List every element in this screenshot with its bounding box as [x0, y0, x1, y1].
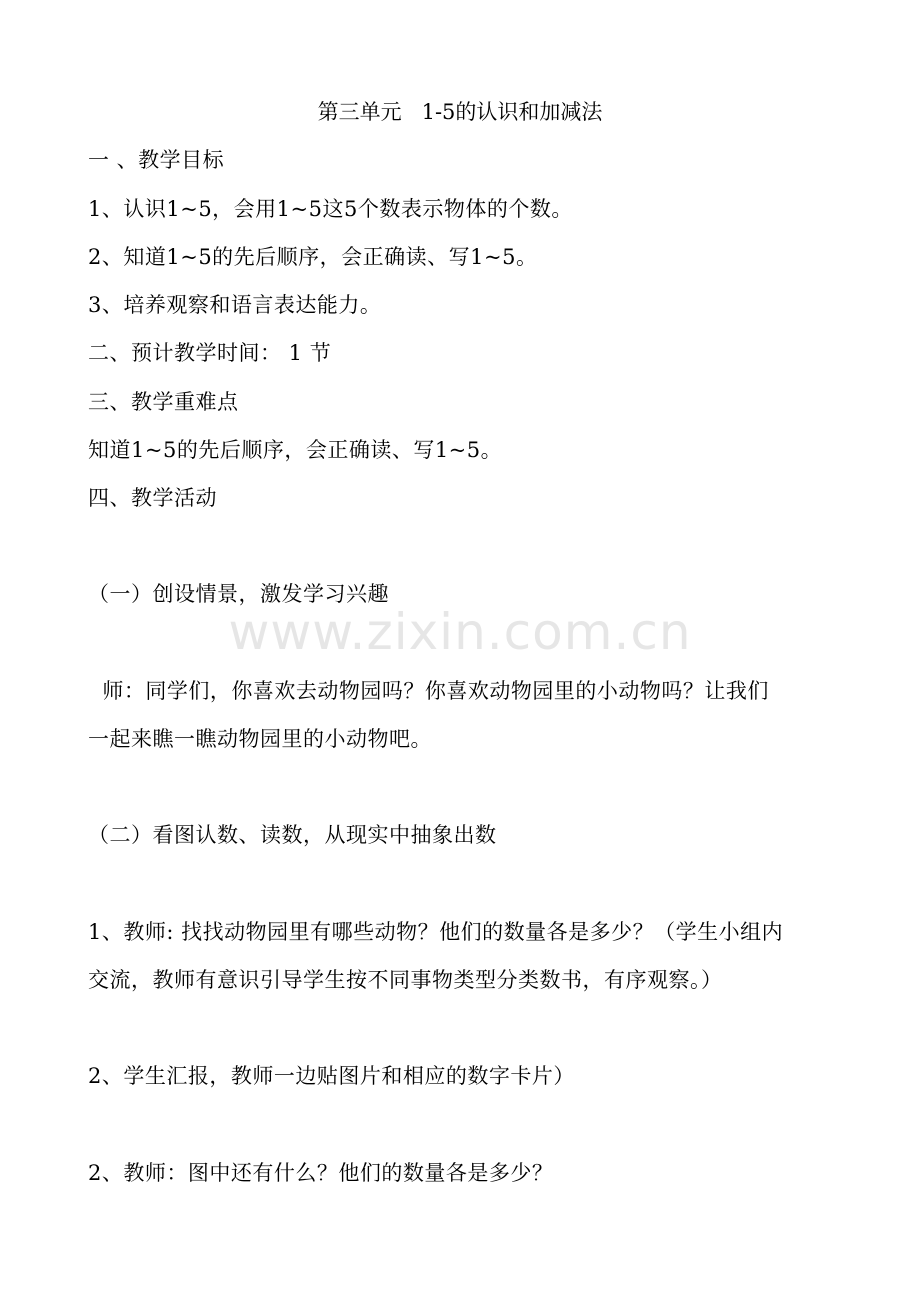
step-1-line-2: 交流，教师有意识引导学生按不同事物类型分类数书，有序观察。） [88, 968, 723, 992]
section-heading-time: 二、预计教学时间： 1 节 [88, 341, 332, 365]
section-heading-activities: 四、教学活动 [88, 486, 217, 510]
step-2-question: 2、教师：图中还有什么？他们的数量各是多少？ [88, 1161, 554, 1185]
document-title: 第三单元 1-5的认识和加减法 [317, 100, 603, 124]
objective-item-3: 3、培养观察和语言表达能力。 [88, 293, 382, 317]
paragraph-teacher-line-2: 一起来瞧一瞧动物园里的小动物吧。 [88, 727, 432, 751]
section-heading-objectives: 一 、教学目标 [88, 148, 225, 172]
key-points-text: 知道1~5的先后顺序，会正确读、写1~5。 [88, 438, 503, 462]
watermark: www.zixin.com.cn [228, 603, 692, 661]
activity-step-1-heading: （一）创设情景，激发学习兴趣 [88, 582, 389, 606]
objective-item-2: 2、知道1~5的先后顺序，会正确读、写1~5。 [88, 245, 538, 269]
activity-step-2-heading: （二）看图认数、读数，从现实中抽象出数 [88, 823, 497, 847]
step-1-line-1: 1、教师: 找找动物园里有哪些动物？他们的数量各是多少？（学生小组内 [88, 920, 784, 944]
paragraph-teacher-line-1: 师：同学们，你喜欢去动物园吗？你喜欢动物园里的小动物吗？让我们 [88, 679, 769, 703]
objective-item-1: 1、认识1~5，会用1~5这5个数表示物体的个数。 [88, 197, 573, 221]
step-2-report: 2、学生汇报，教师一边贴图片和相应的数字卡片） [88, 1064, 575, 1088]
section-heading-key-points: 三、教学重难点 [88, 390, 239, 414]
